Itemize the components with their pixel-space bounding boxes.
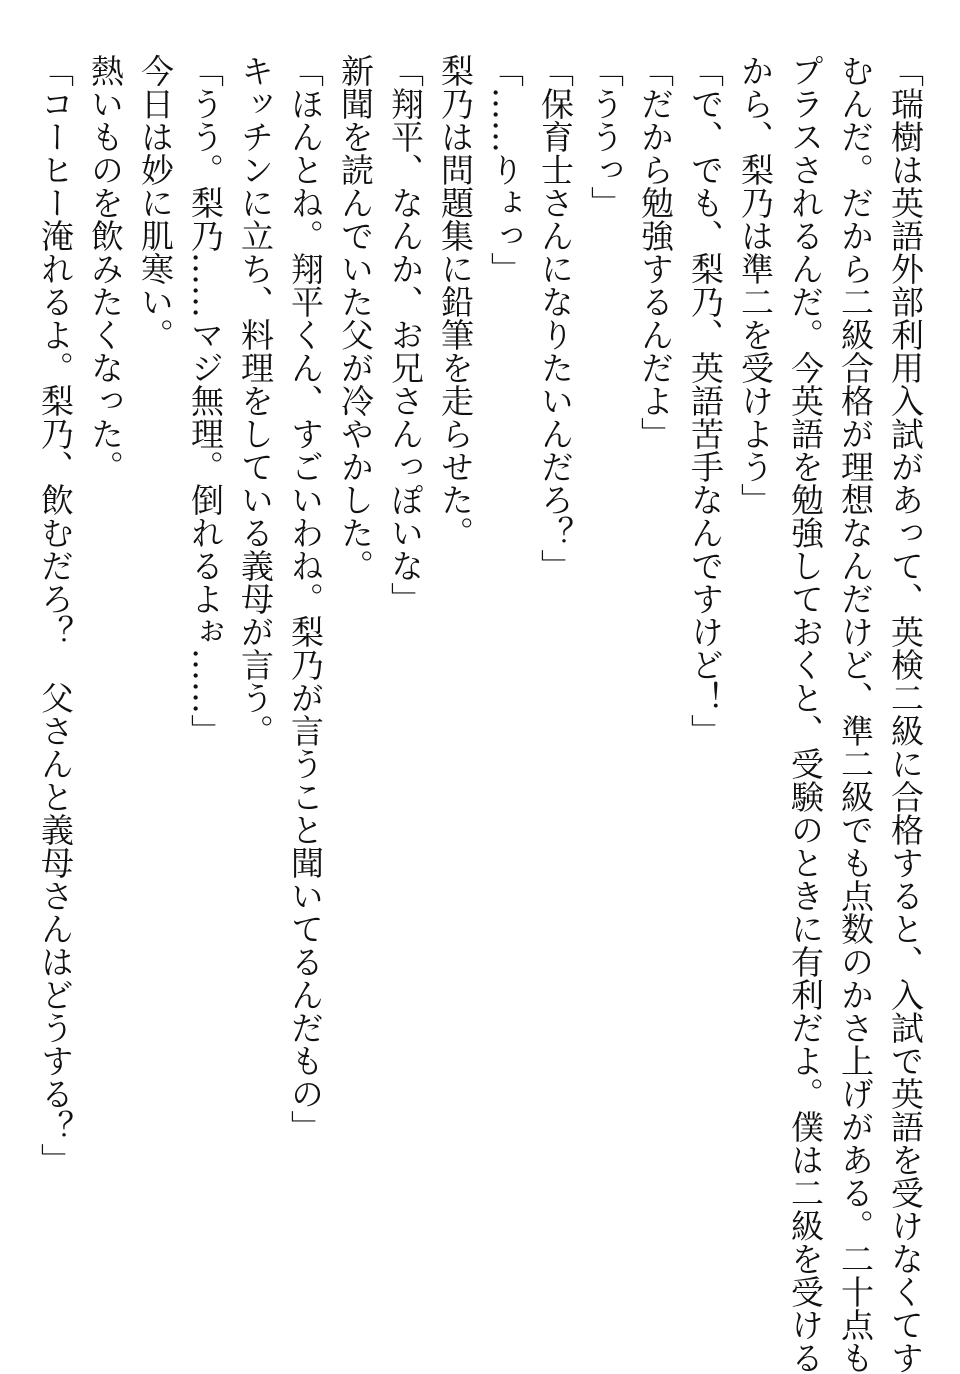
- text-line: 「ううっ」: [586, 54, 625, 219]
- text-line: キッチンに立ち、料理をしている義母が言う。: [236, 54, 275, 747]
- text-line: むんだ。だから二級合格が理想なんだけど、準二級でも点数のかさ上げがある。二十点も: [836, 54, 875, 1374]
- text-line: 新聞を読んでいた父が冷やかした。: [336, 54, 375, 582]
- text-line: プラスされるんだ。今英語を勉強しておくと、受験のときに有利だよ。僕は二級を受ける: [786, 54, 825, 1374]
- text-line: から、梨乃は準二を受けよう」: [736, 54, 775, 516]
- text-line: 「で、でも、梨乃、英語苦手なんですけど！」: [686, 54, 725, 747]
- text-line: 「瑞樹は英語外部利用入試があって、英検二級に合格すると、入試で英語を受けなくてす: [886, 54, 925, 1374]
- vertical-text-body: [30, 54, 930, 1374]
- text-line: 熱いものを飲みたくなった。: [86, 54, 125, 483]
- text-line: 今日は妙に肌寒い。: [136, 54, 175, 351]
- text-line: 「……りょっ」: [486, 54, 525, 285]
- text-line: 「ほんとね。翔平くん、すごいわね。梨乃が言うこと聞いてるんだもの」: [286, 54, 325, 1143]
- text-line: 「だから勉強するんだよ」: [636, 54, 675, 450]
- text-line: 「保育士さんになりたいんだろ？」: [536, 54, 575, 582]
- text-line: 梨乃は問題集に鉛筆を走らせた。: [436, 54, 475, 549]
- text-line: 「翔平、なんか、お兄さんっぽいな」: [386, 54, 425, 615]
- text-line: 「うう。梨乃……マジ無理。倒れるよぉ……」: [186, 54, 225, 747]
- text-line: 「コーヒー淹れるよ。梨乃、飲むだろ？ 父さんと義母さんはどうする？」: [36, 54, 75, 1176]
